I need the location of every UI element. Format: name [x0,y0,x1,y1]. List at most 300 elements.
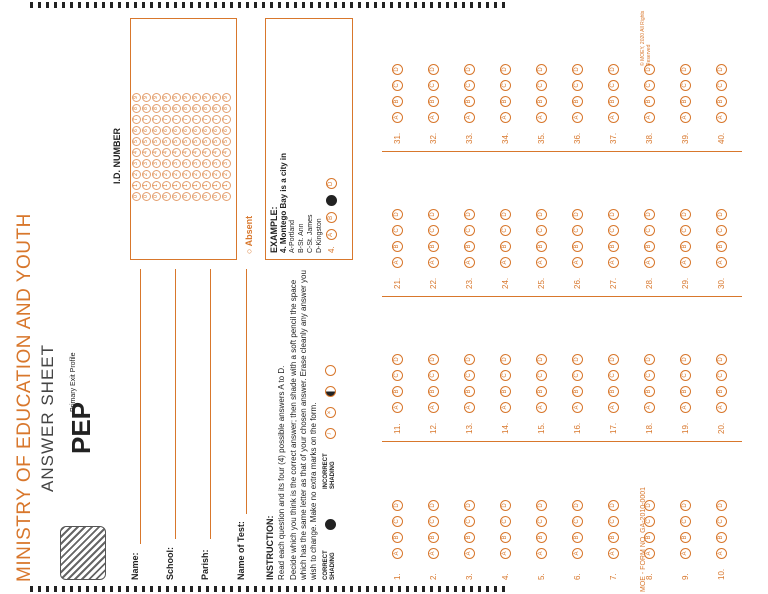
pep-logo-subtitle: Primary Exit Profile [70,352,77,412]
answer-bubble[interactable]: A [536,257,547,268]
answer-bubble[interactable]: D [392,354,403,365]
id-digit-bubble[interactable]: 1 [182,181,191,190]
answer-bubble[interactable]: D [536,500,547,511]
answer-bubble[interactable]: C [464,516,475,527]
id-digit-bubble[interactable]: 0 [132,192,141,201]
id-digit-bubble[interactable]: 3 [152,159,161,168]
answer-bubble[interactable]: B [644,386,655,397]
id-digit-bubble[interactable]: 7 [212,115,221,124]
answer-bubble[interactable]: A [500,548,511,559]
answer-bubble[interactable]: C [644,80,655,91]
answer-bubble[interactable]: D [608,354,619,365]
answer-bubble[interactable]: D [716,64,727,75]
timing-mark [142,586,145,592]
answer-bubble[interactable]: B [536,241,547,252]
answer-bubble[interactable]: B [608,96,619,107]
answer-bubble[interactable]: A [392,402,403,413]
answer-bubble[interactable]: C [644,225,655,236]
id-digit-bubble[interactable]: 6 [222,126,231,135]
answer-bubble[interactable]: C [464,225,475,236]
answer-bubble[interactable]: B [464,241,475,252]
answer-bubble[interactable]: D [428,209,439,220]
id-digit-bubble[interactable]: 3 [132,159,141,168]
id-digit-bubble[interactable]: 1 [132,181,141,190]
answer-bubble[interactable]: B [644,532,655,543]
answer-bubble[interactable]: A [428,548,439,559]
answer-bubble[interactable]: D [572,500,583,511]
answer-bubble[interactable]: D [608,209,619,220]
answer-bubble[interactable]: B [608,241,619,252]
correct-shading-icon [325,519,336,530]
answer-bubble[interactable]: D [716,209,727,220]
timing-mark [158,586,161,592]
answer-bubble[interactable]: D [644,209,655,220]
answer-bubble[interactable]: D [500,64,511,75]
answer-bubble[interactable]: C [500,80,511,91]
id-digit-bubble[interactable]: 0 [142,192,151,201]
answer-bubble[interactable]: C [716,516,727,527]
id-digit-bubble[interactable]: 9 [172,93,181,102]
answer-bubble[interactable]: C [716,225,727,236]
answer-bubble[interactable]: D [644,500,655,511]
id-digit-bubble[interactable]: 6 [182,126,191,135]
timing-mark [126,2,129,8]
answer-bubble[interactable]: A [536,548,547,559]
timing-mark [62,586,65,592]
answer-bubble[interactable]: B [680,532,691,543]
answer-row [572,64,583,144]
id-digit-bubble[interactable]: 1 [212,181,221,190]
test-name-field[interactable] [246,269,247,514]
answer-bubble[interactable]: D [392,209,403,220]
answer-bubble[interactable]: C [572,225,583,236]
answer-bubble[interactable]: B [680,96,691,107]
answer-bubble[interactable]: B [716,241,727,252]
answer-row [536,500,547,580]
id-digit-bubble[interactable]: 5 [162,137,171,146]
answer-bubble[interactable]: C [500,370,511,381]
id-digit-bubble[interactable]: 0 [162,192,171,201]
id-digit-bubble[interactable]: 2 [212,170,221,179]
id-digit-bubble[interactable]: 4 [212,148,221,157]
id-digit-bubble[interactable]: 4 [142,148,151,157]
answer-row [608,354,619,434]
answer-bubble[interactable]: A [680,402,691,413]
answer-bubble[interactable]: B [464,532,475,543]
id-digit-bubble[interactable]: 7 [162,115,171,124]
id-digit-bubble[interactable]: 5 [212,137,221,146]
answer-bubble[interactable]: A [500,257,511,268]
id-digit-bubble[interactable]: 5 [152,137,161,146]
id-digit-bubble[interactable]: 0 [222,192,231,201]
answer-bubble[interactable]: B [716,386,727,397]
answer-row [428,354,439,434]
id-digit-bubble[interactable]: 2 [192,170,201,179]
id-digit-bubble[interactable]: 6 [212,126,221,135]
id-digit-bubble[interactable]: 5 [222,137,231,146]
answer-bubble[interactable]: D [536,354,547,365]
answer-bubble[interactable]: D [500,209,511,220]
answer-bubble[interactable]: A [464,548,475,559]
answer-bubble[interactable]: B [500,241,511,252]
answer-bubble[interactable]: B [716,532,727,543]
answer-bubble[interactable]: B [608,386,619,397]
answer-bubble[interactable]: A [500,402,511,413]
id-digit-bubble[interactable]: 4 [192,148,201,157]
id-digit-bubble[interactable]: 2 [172,170,181,179]
answer-bubble[interactable]: B [500,386,511,397]
answer-bubble[interactable]: D [464,354,475,365]
answer-bubble[interactable]: A [428,257,439,268]
answer-bubble[interactable]: A [536,402,547,413]
answer-bubble[interactable]: A [680,112,691,123]
answer-bubble[interactable]: A [644,548,655,559]
answer-bubble[interactable]: C [608,370,619,381]
answer-bubble[interactable]: B [392,386,403,397]
id-digit-bubble[interactable]: 6 [152,126,161,135]
answer-bubble[interactable]: B [644,96,655,107]
answer-bubble[interactable]: C [536,516,547,527]
answer-row [680,500,691,580]
answer-bubble[interactable]: D [680,209,691,220]
answer-bubble[interactable]: C [572,80,583,91]
answer-bubble[interactable]: C [464,370,475,381]
timing-mark [390,586,393,592]
answer-bubble[interactable]: D [428,64,439,75]
answer-bubble[interactable]: D [536,64,547,75]
timing-mark [206,586,209,592]
id-digit-bubble[interactable]: 1 [222,181,231,190]
timing-mark [78,2,81,8]
answer-bubble[interactable]: C [392,370,403,381]
id-digit-bubble[interactable]: 3 [192,159,201,168]
id-digit-bubble[interactable]: 7 [222,115,231,124]
parish-field[interactable] [210,269,211,539]
id-digit-bubble[interactable]: 6 [202,126,211,135]
id-digit-bubble[interactable]: 8 [182,104,191,113]
id-digit-bubble[interactable]: 5 [132,137,141,146]
school-field[interactable] [175,269,176,539]
answer-row [680,64,691,144]
timing-mark [382,586,385,592]
answer-bubble[interactable]: B [572,386,583,397]
id-digit-bubble[interactable]: 1 [142,181,151,190]
timing-mark [486,586,489,592]
answer-bubble[interactable]: A [572,548,583,559]
answer-bubble[interactable]: C [644,516,655,527]
id-digit-bubble[interactable]: 7 [182,115,191,124]
answer-bubble[interactable]: C [644,370,655,381]
id-digit-bubble[interactable]: 8 [142,104,151,113]
answer-bubble[interactable]: A [716,257,727,268]
answer-bubble[interactable]: C [680,80,691,91]
answer-bubble[interactable]: A [680,548,691,559]
answer-bubble[interactable]: B [428,386,439,397]
answer-bubble[interactable]: C [500,225,511,236]
answer-bubble[interactable]: A [536,112,547,123]
answer-bubble[interactable]: A [464,257,475,268]
id-digit-bubble[interactable]: 5 [182,137,191,146]
id-digit-bubble[interactable]: 1 [192,181,201,190]
id-digit-bubble[interactable]: 5 [172,137,181,146]
answer-bubble[interactable]: A [716,402,727,413]
id-digit-bubble[interactable]: 4 [202,148,211,157]
answer-bubble[interactable]: D [428,500,439,511]
id-digit-bubble[interactable]: 8 [212,104,221,113]
timing-mark [110,586,113,592]
id-digit-bubble[interactable]: 7 [132,115,141,124]
id-digit-bubble[interactable]: 8 [172,104,181,113]
answer-bubble[interactable]: A [464,112,475,123]
answer-bubble[interactable]: B [572,96,583,107]
id-digit-bubble[interactable]: 6 [132,126,141,135]
answer-bubble[interactable]: D [500,500,511,511]
answer-bubble[interactable]: B [392,96,403,107]
answer-bubble[interactable]: B [680,386,691,397]
timing-mark [350,2,353,8]
answer-bubble[interactable]: D [644,354,655,365]
answer-bubble[interactable]: B [464,96,475,107]
answer-bubble[interactable]: B [500,96,511,107]
id-digit-bubble[interactable]: 9 [142,93,151,102]
answer-bubble[interactable]: A [392,548,403,559]
question-number: 33. [465,132,474,144]
answer-bubble[interactable]: D [536,209,547,220]
id-digit-bubble[interactable]: 8 [192,104,201,113]
timing-mark [134,2,137,8]
id-digit-bubble[interactable]: 1 [202,181,211,190]
answer-bubble[interactable]: A [428,112,439,123]
answer-bubble[interactable]: C [536,80,547,91]
timing-mark [230,586,233,592]
question-number: 8. [645,573,654,580]
copyright: © MOEY, 2020 All Rights Reserved [640,10,652,66]
id-digit-bubble[interactable]: 5 [192,137,201,146]
id-digit-bubble[interactable]: 7 [192,115,201,124]
answer-bubble[interactable]: D [680,64,691,75]
id-digit-bubble[interactable]: 0 [212,192,221,201]
answer-bubble[interactable]: A [644,402,655,413]
answer-bubble[interactable]: D [392,64,403,75]
answer-bubble[interactable]: A [392,112,403,123]
answer-bubble[interactable]: D [680,354,691,365]
id-digit-bubble[interactable]: 7 [172,115,181,124]
incorrect-shading-label: INCORRECT SHADING [323,453,336,489]
id-digit-bubble[interactable]: 2 [132,170,141,179]
id-digit-bubble[interactable]: 5 [142,137,151,146]
id-digit-bubble[interactable]: 2 [152,170,161,179]
answer-bubble[interactable]: D [464,500,475,511]
id-digit-bubble[interactable]: 2 [202,170,211,179]
answer-bubble[interactable]: B [680,241,691,252]
answer-bubble[interactable]: D [500,354,511,365]
answer-bubble[interactable]: B [428,241,439,252]
answer-bubble[interactable]: A [608,112,619,123]
answer-bubble[interactable]: C [608,80,619,91]
id-digit-bubble[interactable]: 7 [202,115,211,124]
answer-bubble[interactable]: B [644,241,655,252]
answer-bubble[interactable]: A [608,548,619,559]
answer-bubble[interactable]: A [572,402,583,413]
answer-bubble[interactable]: A [608,402,619,413]
answer-bubble[interactable]: A [716,112,727,123]
answer-bubble[interactable]: A [572,257,583,268]
answer-row [716,209,727,289]
id-digit-bubble[interactable]: 7 [142,115,151,124]
answer-bubble[interactable]: A [608,257,619,268]
answer-bubble[interactable]: A [572,112,583,123]
answer-bubble[interactable]: C [716,370,727,381]
timing-mark [486,2,489,8]
answer-bubble[interactable]: B [536,532,547,543]
answer-bubble[interactable]: A [716,548,727,559]
timing-mark [390,2,393,8]
answer-bubble[interactable]: D [464,64,475,75]
id-number-grid[interactable] [130,18,237,260]
id-digit-bubble[interactable]: 1 [162,181,171,190]
id-digit-bubble[interactable]: 3 [222,159,231,168]
answer-bubble[interactable]: C [680,370,691,381]
id-digit-bubble[interactable]: 8 [132,104,141,113]
answer-bubble[interactable]: D [644,64,655,75]
answer-bubble[interactable]: B [608,532,619,543]
answer-bubble[interactable]: D [572,354,583,365]
answer-bubble[interactable]: C [392,516,403,527]
id-digit-bubble[interactable]: 4 [172,148,181,157]
answer-bubble[interactable]: D [572,64,583,75]
id-digit-bubble[interactable]: 2 [182,170,191,179]
answer-bubble[interactable]: B [572,241,583,252]
timing-mark [422,586,425,592]
answer-bubble[interactable]: B [500,532,511,543]
id-digit-bubble[interactable]: 6 [162,126,171,135]
id-digit-bubble[interactable]: 4 [132,148,141,157]
id-digit-bubble[interactable]: 3 [172,159,181,168]
id-digit-bubble[interactable]: 5 [202,137,211,146]
id-digit-bubble[interactable]: 9 [162,93,171,102]
answer-bubble[interactable]: A [428,402,439,413]
id-digit-bubble[interactable]: 9 [212,93,221,102]
id-digit-bubble[interactable]: 8 [152,104,161,113]
answer-bubble[interactable]: C [572,370,583,381]
answer-bubble[interactable]: C [428,370,439,381]
id-digit-bubble[interactable]: 4 [222,148,231,157]
answer-bubble[interactable]: C [572,516,583,527]
answer-bubble[interactable]: C [680,516,691,527]
answer-bubble[interactable]: A [392,257,403,268]
answer-bubble[interactable]: A [464,402,475,413]
answer-bubble[interactable]: D [716,354,727,365]
timing-mark [78,586,81,592]
id-digit-bubble[interactable]: 6 [192,126,201,135]
id-digit-bubble[interactable]: 1 [152,181,161,190]
answer-bubble[interactable]: C [680,225,691,236]
answer-bubble[interactable]: B [392,241,403,252]
id-digit-bubble[interactable]: 0 [192,192,201,201]
answer-bubble[interactable]: D [608,500,619,511]
answer-bubble[interactable]: A [644,112,655,123]
answer-bubble[interactable]: B [536,386,547,397]
id-digit-bubble[interactable]: 2 [142,170,151,179]
answer-bubble[interactable]: D [716,500,727,511]
id-digit-bubble[interactable]: 4 [182,148,191,157]
answer-bubble[interactable]: D [392,500,403,511]
answer-bubble[interactable]: D [680,500,691,511]
answer-bubble[interactable]: C [428,80,439,91]
id-digit-bubble[interactable]: 2 [162,170,171,179]
id-digit-bubble[interactable]: 3 [162,159,171,168]
answer-bubble[interactable]: C [464,80,475,91]
answer-bubble[interactable]: C [716,80,727,91]
answer-bubble[interactable]: C [428,516,439,527]
answer-bubble[interactable]: A [644,257,655,268]
id-digit-bubble[interactable]: 0 [202,192,211,201]
id-digit-bubble[interactable]: 0 [172,192,181,201]
id-digit-bubble[interactable]: 0 [182,192,191,201]
answer-bubble[interactable]: C [608,516,619,527]
id-digit-bubble[interactable]: 2 [222,170,231,179]
id-digit-bubble[interactable]: 9 [222,93,231,102]
id-digit-bubble[interactable]: 9 [132,93,141,102]
id-digit-bubble[interactable]: 7 [152,115,161,124]
id-digit-bubble[interactable]: 6 [142,126,151,135]
answer-bubble[interactable]: C [392,80,403,91]
answer-bubble[interactable]: B [392,532,403,543]
answer-bubble[interactable]: A [680,257,691,268]
answer-bubble[interactable]: D [428,354,439,365]
answer-bubble[interactable]: D [464,209,475,220]
answer-bubble[interactable]: B [572,532,583,543]
id-digit-bubble[interactable]: 9 [182,93,191,102]
answer-bubble[interactable]: B [428,96,439,107]
answer-bubble[interactable]: C [608,225,619,236]
name-field[interactable] [140,269,141,544]
answer-bubble[interactable]: C [500,516,511,527]
answer-bubble[interactable]: B [464,386,475,397]
answer-bubble[interactable]: C [536,370,547,381]
answer-bubble[interactable]: A [500,112,511,123]
answer-bubble[interactable]: C [392,225,403,236]
id-digit-bubble[interactable]: 9 [202,93,211,102]
answer-bubble[interactable]: D [572,209,583,220]
id-digit-bubble[interactable]: 6 [172,126,181,135]
id-digit-bubble[interactable]: 8 [162,104,171,113]
example-bubble-d: D [326,178,337,189]
answer-bubble[interactable]: C [428,225,439,236]
id-digit-bubble[interactable]: 3 [182,159,191,168]
id-digit-bubble[interactable]: 8 [222,104,231,113]
id-digit-bubble[interactable]: 3 [142,159,151,168]
answer-bubble[interactable]: C [536,225,547,236]
answer-bubble[interactable]: B [428,532,439,543]
id-digit-bubble[interactable]: 1 [172,181,181,190]
answer-bubble[interactable]: B [536,96,547,107]
id-digit-bubble[interactable]: 4 [162,148,171,157]
timing-mark [438,2,441,8]
id-digit-bubble[interactable]: 3 [202,159,211,168]
example-option-d: D-Kingston [316,218,323,253]
answer-bubble[interactable]: D [608,64,619,75]
id-digit-bubble[interactable]: 9 [192,93,201,102]
id-digit-bubble[interactable]: 4 [152,148,161,157]
id-digit-bubble[interactable]: 8 [202,104,211,113]
ministry-title: MINISTRY OF EDUCATION AND YOUTH [14,213,35,582]
id-digit-bubble[interactable]: 9 [152,93,161,102]
answer-bubble[interactable]: B [716,96,727,107]
timing-mark [142,2,145,8]
id-digit-bubble[interactable]: 0 [152,192,161,201]
id-digit-bubble[interactable]: 3 [212,159,221,168]
